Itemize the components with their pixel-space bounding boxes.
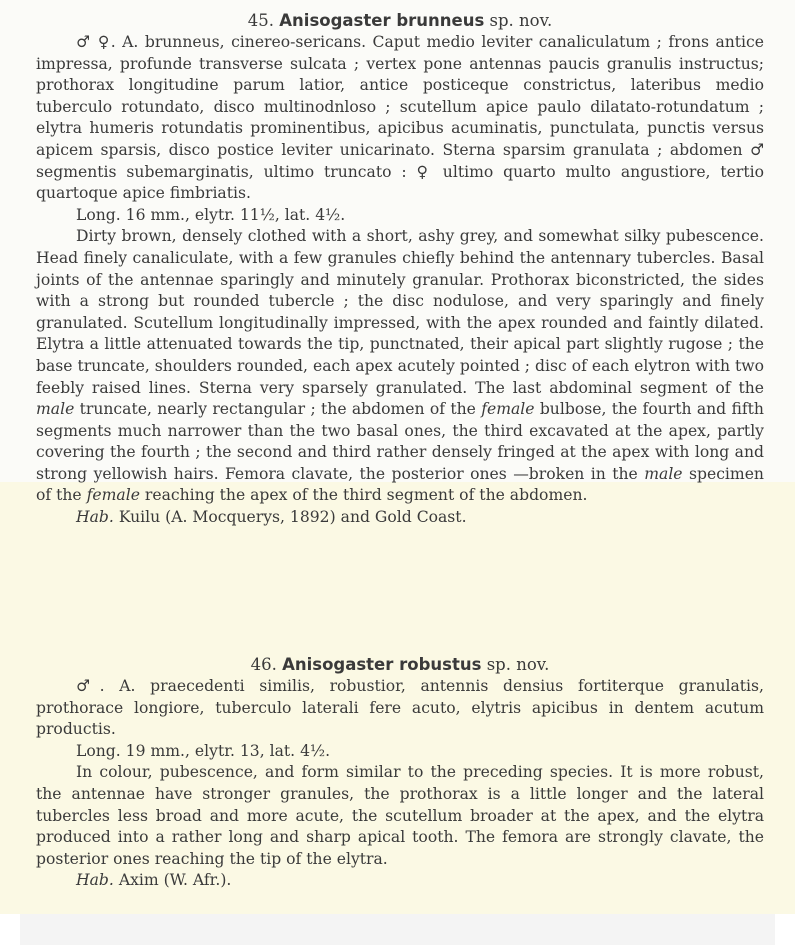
desc-part-b: truncate, nearly rectangular ; the abdomen of the	[79, 400, 476, 419]
species-46-description: In colour, pubescence, and form similar to the preceding species. It is more robust, the antennae have stronger granules, the prothorax is a little longer and the lateral tubercles less broad and more acute, the scutellum broader at the apex, and the elytra produced into a rather long and sharp apical tooth. The femora are strongly clavate, the posterior ones reaching the tip of the elytra.	[36, 763, 764, 868]
desc-part-d: specimen of the	[36, 464, 764, 505]
species-45-number: 45.	[247, 11, 275, 30]
species-45-heading	[36, 10, 764, 32]
habitat-label: Hab.	[76, 871, 114, 890]
habitat-text: Kuilu (A. Mocquerys, 1892) and Gold Coast.	[118, 508, 467, 527]
species-45-name: Anisogaster brunneus	[279, 11, 485, 30]
species-46-heading	[36, 654, 764, 676]
species-45-habitat	[36, 507, 764, 529]
desc-part-c: bulbose, the fourth and fifth segments much narrower than the two basal ones, the third excavated at the apex, partly covering the fourth ; the second and third rather densely fringed at the apex with long and strong yellowish hairs. Femora clavate, the posterior ones —broken in the	[36, 400, 764, 483]
species-45-latin-diagnosis: ♂ ♀. A. brunneus, cinereo-sericans. Caput medio leviter canaliculatum ; frons antice impressa, profunde transverse sulcata ; vertex pone antennas paucis granulis instructus; prothorax longitudine parum latior, antice posticeque constrictus, lateribus medio tuberculo rotundato, disco multinodnloso ; scutellum apice paulo dilatato-rotundatum ; elytra humeris rotundatis prominentibus, apicibus acuminatis, punctulata, punctis versus apicem sparsis, disco postice leviter unicarinato. Sterna sparsim granulata ; abdomen ♂ segmentis subemarginatis, ultimo truncato : ♀ ultimo quarto multo angustiore, tertio quartoque apice fimbriatis.	[36, 33, 764, 203]
habitat-label: Hab.	[76, 508, 114, 527]
desc-part-e: reaching the apex of the third segment of the abdomen.	[144, 486, 588, 505]
desc-part-a: Dirty brown, densely clothed with a short, ashy grey, and somewhat silky pubescence. Head finely canaliculate, with a few granules chiefly behind the antennary tubercles. Basal joints of the antennae sparingly and minutely granular. Prothorax biconstricted, the sides with a strong but rounded tubercle ; the disc nodulose, and very sparingly and finely granulated. Scutellum longitudinally impressed, with the apex rounded and faintly dilated. Elytra a little attenuated towards the tip, punctnated, their apical part slightly rugose ; the base truncate, shoulders rounded, each apex acutely pointed ; disc of each elytron with two feebly raised lines. Sterna very sparsely granulated. The last abdominal segment of the	[36, 227, 764, 397]
species-46-name: Anisogaster robustus	[282, 655, 482, 674]
species-46-block	[36, 654, 764, 892]
male-word: male	[36, 400, 75, 419]
female-word-2: female	[86, 486, 140, 505]
species-45-description	[36, 226, 764, 507]
species-45-measurements: Long. 16 mm., elytr. 11½, lat. 4½.	[76, 205, 346, 224]
page-footer-strip	[20, 914, 775, 945]
species-45-block	[36, 10, 764, 529]
species-46-suffix: sp. nov.	[486, 655, 550, 674]
female-word: female	[481, 400, 535, 419]
species-46-measurements: Long. 19 mm., elytr. 13, lat. 4½.	[76, 741, 331, 760]
male-word-2: male	[644, 464, 683, 483]
species-45-suffix: sp. nov.	[489, 11, 553, 30]
species-46-habitat	[36, 870, 764, 892]
habitat-text: Axim (W. Afr.).	[118, 871, 232, 890]
species-46-latin-diagnosis: ♂. A. praecedenti similis, robustior, antennis densius fortiterque granulatis, prothorace longiore, tuberculo laterali fere acuto, elytris apicibus in dentem acutum productis.	[36, 677, 764, 739]
species-46-number: 46.	[250, 655, 277, 674]
